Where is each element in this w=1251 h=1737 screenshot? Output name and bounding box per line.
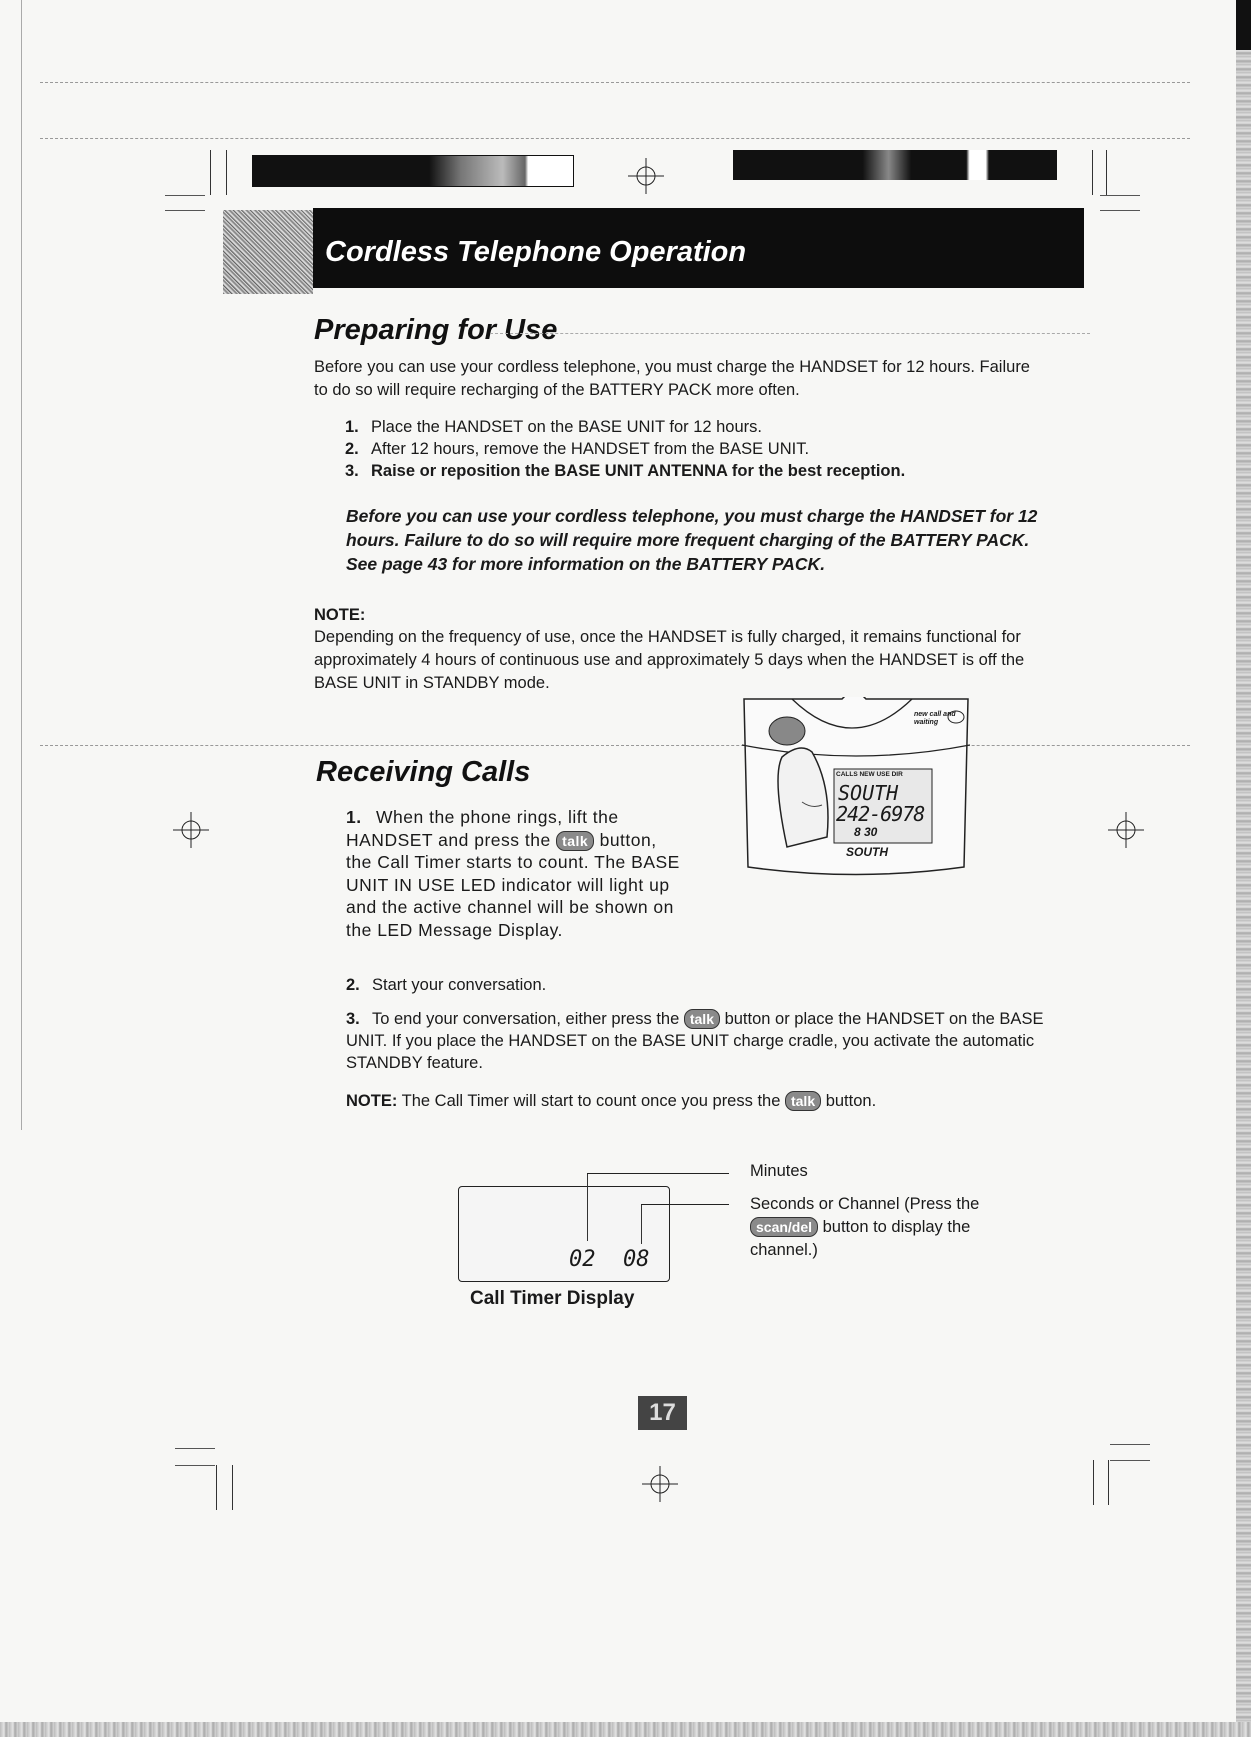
seconds-label: Seconds or Channel (Press the scan/del button to display the channel.) [750, 1195, 980, 1259]
crop-mark [1092, 150, 1093, 195]
crop-mark [210, 150, 211, 195]
lcd-bottom-name: SOUTH [846, 845, 888, 859]
header-color-bar-left [252, 155, 574, 187]
receiving-note: NOTE: The Call Timer will start to count once you press the talk button. [346, 1092, 877, 1110]
crop-mark [1108, 1460, 1109, 1505]
intro-paragraph: Before you can use your cordless telephone, you must charge the HANDSET for 12 hours. Failure to do so will require recharging of the BATTERY PACK more often. [314, 358, 1030, 399]
receiving-step-2: 2. Start your conversation. [346, 976, 547, 994]
crop-mark [175, 1465, 215, 1466]
crop-mark [1093, 1460, 1094, 1505]
crop-mark [165, 210, 205, 211]
phone-illustration [742, 697, 970, 879]
crop-mark [226, 150, 227, 195]
heading-rule [490, 333, 1090, 334]
lcd-name: SOUTH [838, 781, 899, 805]
talk-button[interactable]: talk [785, 1091, 821, 1111]
lcd-status-row: CALLS NEW USE DIR [836, 771, 903, 778]
talk-button[interactable]: talk [684, 1009, 720, 1029]
trim-guide-middle [40, 745, 1190, 746]
lcd-number: 242-6978 [836, 802, 925, 826]
lcd-date: 8 30 [854, 825, 878, 839]
scan-edge-bottom [0, 1722, 1251, 1737]
registration-mark-icon [628, 158, 664, 194]
crop-mark [1110, 1460, 1150, 1461]
list-item: 2. After 12 hours, remove the HANDSET from the BASE UNIT. [345, 440, 810, 458]
leader-line-seconds [641, 1204, 729, 1205]
call-timer-caption: Call Timer Display [470, 1288, 635, 1309]
page-title: Cordless Telephone Operation [325, 236, 747, 268]
scan-edge-right [1236, 0, 1251, 1737]
receiving-step-3: 3. To end your conversation, either press the talk button or place the HANDSET on the BASE UNIT. If you place the HANDSET on the BASE UNIT charge cradle, you activate the automatic STANDBY feature. [346, 1010, 1044, 1072]
section-heading-receiving: Receiving Calls [316, 756, 531, 788]
leader-line-minutes [587, 1173, 588, 1241]
new-call-badge: new call and waiting [914, 711, 956, 726]
registration-mark-icon [642, 1466, 678, 1502]
leader-line-seconds [641, 1204, 642, 1244]
crop-mark [232, 1465, 233, 1510]
header-color-bar-right [733, 150, 1057, 180]
charge-warning: Before you can use your cordless telephone, you must charge the HANDSET for 12 hours. Failure to do so will require more frequent charging of the BATTERY PACK. See page 43 for more information on the BATTERY PACK. [346, 506, 1038, 574]
crop-mark [1100, 210, 1140, 211]
talk-button[interactable]: talk [556, 831, 594, 851]
list-item: 1. Place the HANDSET on the BASE UNIT for 12 hours. [345, 418, 762, 436]
crop-mark [175, 1448, 215, 1449]
crop-mark [1106, 150, 1107, 195]
receiving-step-1: 1. When the phone rings, lift the HANDSET and press the talk button, the Call Timer starts to count. The BASE UNIT IN USE LED indicator will light up and the active channel will be shown on the LED Message Display. [346, 807, 680, 940]
list-item: 3. Raise or reposition the BASE UNIT ANTENNA for the best reception. [345, 462, 906, 480]
leader-line-minutes [587, 1173, 729, 1174]
crop-mark [216, 1465, 217, 1510]
title-pattern [223, 210, 313, 294]
timer-seconds: 08 [623, 1247, 650, 1272]
trim-guide-top-2 [40, 138, 1190, 139]
binding-line [21, 0, 22, 1130]
registration-mark-icon [173, 812, 209, 848]
preparing-steps [345, 416, 1045, 482]
page-number: 17 [638, 1396, 687, 1430]
crop-mark [165, 195, 205, 196]
scan-del-button[interactable]: scan/del [750, 1217, 818, 1237]
timer-minutes: 02 [569, 1247, 596, 1272]
registration-mark-icon [1108, 812, 1144, 848]
note-label: NOTE: [314, 606, 366, 624]
scan-edge-right-dark [1236, 0, 1251, 50]
note-text: Depending on the frequency of use, once the HANDSET is fully charged, it remains functional for approximately 4 hours of continuous use and approximately 5 days when the HANDSET is off the BASE UNIT in STANDBY mode. [314, 628, 1025, 692]
crop-mark [1110, 1444, 1150, 1445]
section-heading-preparing: Preparing for Use [314, 314, 558, 346]
trim-guide-top [40, 82, 1190, 83]
minutes-label: Minutes [750, 1162, 808, 1180]
call-timer-lcd [458, 1186, 670, 1282]
crop-mark [1100, 195, 1140, 196]
